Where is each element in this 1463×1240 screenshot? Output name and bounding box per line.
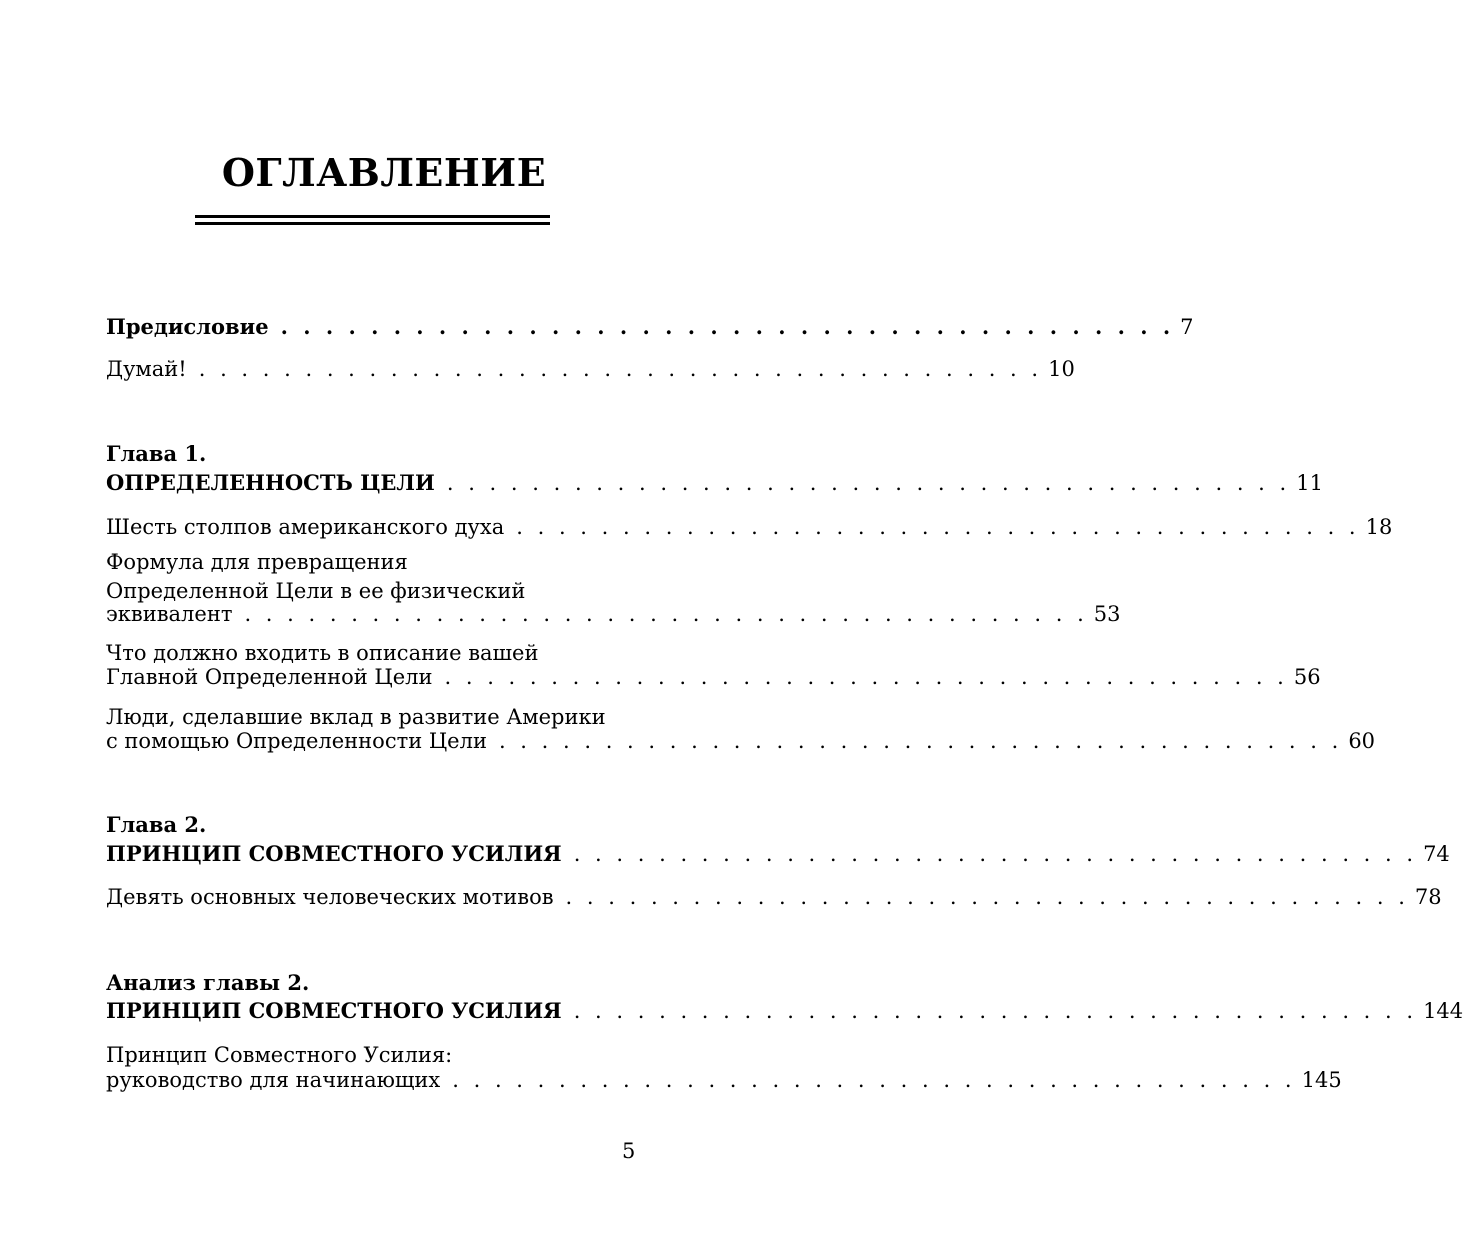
toc-page-number: 145 bbox=[1301, 1068, 1342, 1092]
toc-entry-guide-line-1: Принцип Совместного Усилия: bbox=[106, 1043, 453, 1067]
toc-entry-formula-line-1: Формула для превращения bbox=[106, 550, 408, 574]
toc-entry-preface[interactable] bbox=[106, 310, 1194, 344]
toc-entry-label: ПРИНЦИП СОВМЕСТНОГО УСИЛИЯ bbox=[106, 841, 562, 866]
toc-entry-label: Шесть столпов американского духа bbox=[106, 515, 505, 539]
chapter-1-heading: Глава 1. bbox=[106, 441, 207, 466]
toc-page-number: 10 bbox=[1048, 357, 1075, 381]
toc-entry-label: руководство для начинающих bbox=[106, 1068, 441, 1092]
toc-page-number: 144 bbox=[1423, 999, 1463, 1023]
toc-page-number: 74 bbox=[1423, 842, 1450, 866]
toc-page-number: 53 bbox=[1093, 602, 1121, 626]
page-title: ОГЛАВЛЕНИЕ bbox=[221, 150, 547, 195]
dot-leader: . . . . . . . . . . . . . . . . . . . . . . . . . . . . . . . . . . . . . . . . bbox=[516, 515, 1360, 539]
chapter-2-heading: Глава 2. bbox=[106, 812, 207, 837]
toc-entry-analysis-2[interactable] bbox=[106, 994, 1463, 1028]
toc-entry-people-line-1: Люди, сделавшие вклад в развитие Америки bbox=[106, 705, 606, 729]
toc-page-number: 11 bbox=[1296, 471, 1323, 495]
toc-entry-guide[interactable] bbox=[106, 1063, 1342, 1097]
dot-leader: . . . . . . . . . . . . . . . . . . . . . . . . . . . . . . . . . . . . . . . . bbox=[244, 602, 1088, 626]
toc-entry-formula[interactable] bbox=[106, 597, 1121, 631]
toc-entry-label: ОПРЕДЕЛЕННОСТЬ ЦЕЛИ bbox=[106, 470, 435, 495]
toc-entry-six-pillars[interactable] bbox=[106, 510, 1393, 544]
dot-leader: . . . . . . . . . . . . . . . . . . . . . . . . . . . . . . . . . . . . . . . . bbox=[565, 885, 1409, 909]
dot-leader: . . . . . . . . . . . . . . . . . . . . . . . . . . . . . . . . . . . . . . . . bbox=[198, 357, 1043, 381]
toc-entry-what[interactable] bbox=[106, 660, 1321, 694]
title-rule-top bbox=[195, 215, 550, 218]
toc-page-number: 18 bbox=[1365, 515, 1393, 539]
toc-entry-chapter-1[interactable] bbox=[106, 466, 1323, 500]
dot-leader: . . . . . . . . . . . . . . . . . . . . . . . . . . . . . . . . . . . . . . . . bbox=[573, 842, 1418, 866]
toc-entry-label: Главной Определенной Цели bbox=[106, 665, 433, 689]
toc-entry-what-line-1: Что должно входить в описание вашей bbox=[106, 641, 539, 665]
dot-leader: . . . . . . . . . . . . . . . . . . . . . . . . . . . . . . . . . . . . . . . . bbox=[573, 999, 1418, 1023]
dot-leader: . . . . . . . . . . . . . . . . . . . . . . . . . . . . . . . . . . . . . . . . bbox=[280, 314, 1175, 339]
dot-leader: . . . . . . . . . . . . . . . . . . . . . . . . . . . . . . . . . . . . . . . . bbox=[444, 665, 1288, 689]
toc-entry-label: эквивалент bbox=[106, 602, 233, 626]
toc-entry-formula-line-2: Определенной Цели в ее физический bbox=[106, 579, 526, 603]
toc-entry-think[interactable] bbox=[106, 352, 1075, 386]
toc-entry-people[interactable] bbox=[106, 724, 1376, 758]
dot-leader: . . . . . . . . . . . . . . . . . . . . . . . . . . . . . . . . . . . . . . . . bbox=[452, 1068, 1296, 1092]
page-number: 5 bbox=[622, 1139, 636, 1163]
title-rule-bottom bbox=[195, 222, 550, 225]
dot-leader: . . . . . . . . . . . . . . . . . . . . . . . . . . . . . . . . . . . . . . . . bbox=[498, 729, 1343, 753]
toc-entry-label: Предисловие bbox=[106, 314, 269, 339]
dot-leader: . . . . . . . . . . . . . . . . . . . . . . . . . . . . . . . . . . . . . . . . bbox=[446, 471, 1291, 495]
toc-page-number: 7 bbox=[1180, 315, 1194, 339]
toc-page-number: 56 bbox=[1293, 665, 1321, 689]
toc-entry-chapter-2[interactable] bbox=[106, 837, 1450, 871]
analysis-2-heading: Анализ главы 2. bbox=[106, 970, 310, 995]
toc-page-number: 78 bbox=[1414, 885, 1442, 909]
toc-entry-label: Девять основных человеческих мотивов bbox=[106, 885, 554, 909]
toc-entry-label: с помощью Определенности Цели bbox=[106, 729, 487, 753]
toc-page-number: 60 bbox=[1348, 729, 1376, 753]
toc-entry-label: ПРИНЦИП СОВМЕСТНОГО УСИЛИЯ bbox=[106, 998, 562, 1023]
toc-entry-nine-motives[interactable] bbox=[106, 880, 1442, 914]
toc-entry-label: Думай! bbox=[106, 357, 187, 381]
